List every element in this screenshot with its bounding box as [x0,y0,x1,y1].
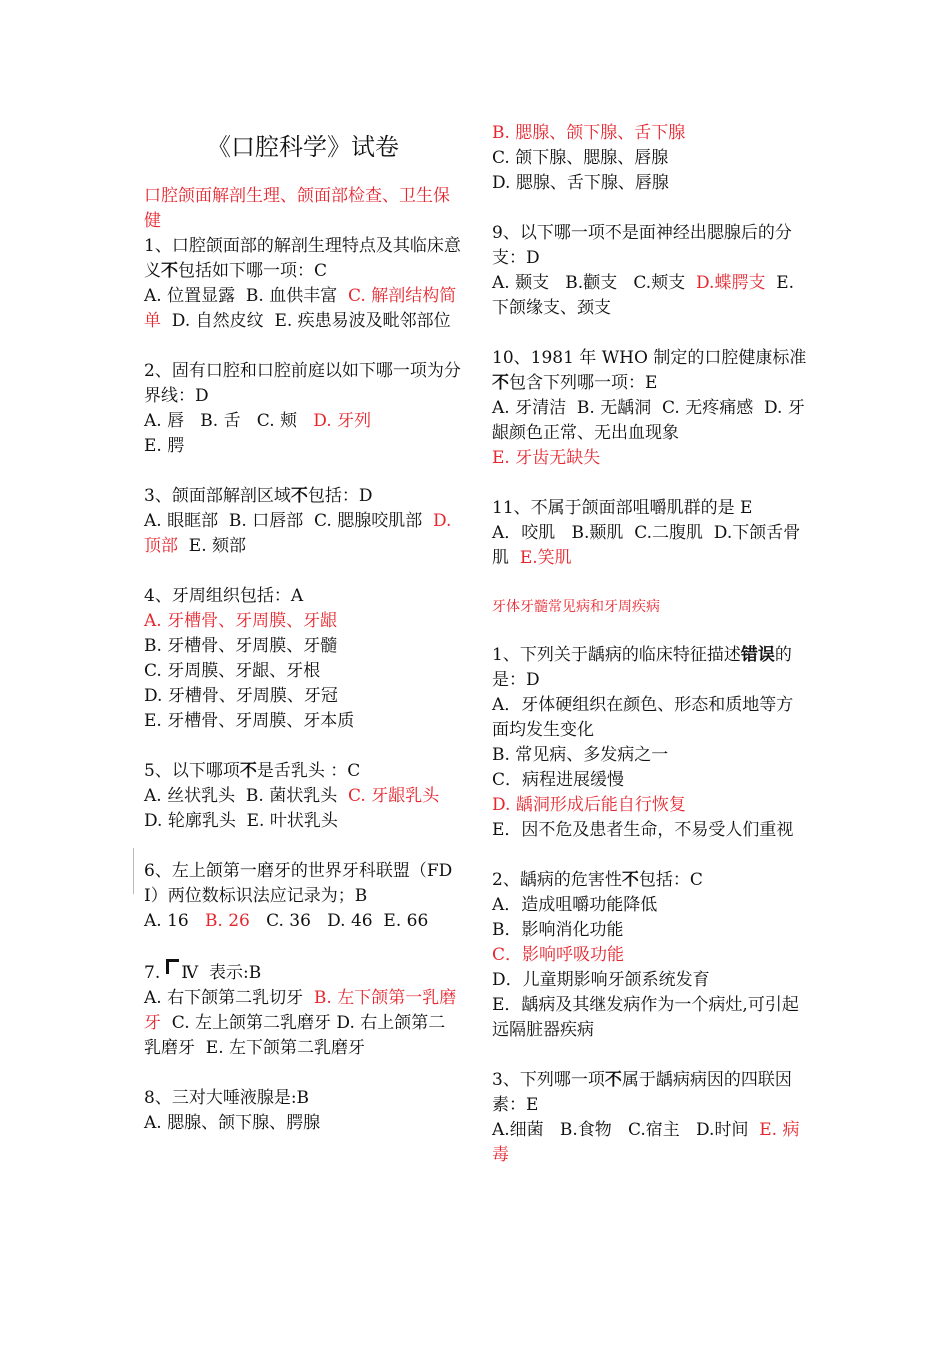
correct-option: D. 龋洞形成后能自行恢复 [492,795,686,815]
options [144,986,462,1061]
stem-text: 包括：C [638,870,703,890]
correct-option: C．影响呼吸功能 [492,945,625,965]
correct-option: D.蝶腭支 [696,273,766,293]
option-text: A. 16 [144,911,205,931]
question-7 [144,959,462,1061]
stem-text: 表示:B [198,963,262,983]
option-d: D．儿童期影响牙颌系统发育 [492,970,710,990]
option-b: B. 牙槽骨、牙周膜、牙髓 [144,636,338,656]
correct-option: C. 解剖结构简单 [144,286,457,331]
tooth-code: Ⅳ [181,963,199,983]
question-6 [144,859,462,934]
option-text: A. 唇 B. 舌 C. 颊 [144,411,314,431]
question-stem [492,643,810,693]
option-text: C. 左上颌第二乳磨牙 D. 右上颌第二乳磨牙 E. 左下颌第二乳磨牙 [144,1013,446,1058]
question-stem: 6、左上颌第一磨牙的世界牙科联盟（FDI）两位数标识法应记录为；B [144,861,453,906]
stem-text: 包括：D [307,486,373,506]
stem-text: 5、以下哪项 [144,761,240,781]
option-text: A. 丝状乳头 B. 菌状乳头 [144,786,348,806]
stem-text: 的是：D [492,645,792,690]
correct-option: B. 腮腺、颌下腺、舌下腺 [492,123,686,143]
question-stem: 2、固有口腔和口腔前庭以如下哪一项为分界线：D [144,361,461,406]
option-e: E. 腭 [144,436,185,456]
section-title-anatomy: 口腔颌面解剖生理、颌面部检查、卫生保健 [144,186,450,231]
right-column [492,121,810,1193]
option-c: C. 颌下腺、腮腺、唇腺 [492,148,669,168]
question-stem [492,1068,810,1118]
question-2 [144,359,462,459]
stem-emphasis: 不 [604,1070,622,1090]
option-text: A．咬肌 B.颞肌 C.二腹肌 D.下颌舌骨肌 [492,523,801,568]
option-text: E. 颏部 [178,536,247,556]
stem-text: 3、下列哪一项 [492,1070,605,1090]
correct-option: D. 牙列 [313,411,372,431]
option-a: A．造成咀嚼功能降低 [492,895,658,915]
question-stem: 8、三对大唾液腺是:B [144,1088,310,1108]
option-e: E．因不危及患者生命，不易受人们重视 [492,820,794,840]
question-8 [144,1086,462,1136]
option-c: C. 牙周膜、牙龈、牙根 [144,661,321,681]
question-10 [492,346,810,471]
option-text: E.下颌缘支、颈支 [492,273,795,318]
correct-option: D. 顶部 [144,511,457,556]
option-text: C. 36 D. 46 E. 66 [249,911,429,931]
correct-option: E. 病毒 [492,1120,800,1165]
option-b: B. 常见病、多发病之一 [492,745,669,765]
stem-text: 2、龋病的危害性 [492,870,622,890]
question-stem [144,484,462,509]
option-c: C．病程进展缓慢 [492,770,625,790]
question-stem [492,868,810,893]
options [144,409,462,434]
option-text: A.细菌 B.食物 C.宿主 D.时间 [492,1120,760,1140]
stem-emphasis: 错误 [740,645,775,665]
stem-text: 3、颌面部解剖区域 [144,486,291,506]
stem-emphasis: 不 [161,261,178,281]
option-a: A．牙体硬组织在颜色、形态和质地等方面均发生变化 [492,695,794,740]
question-caries-2 [492,868,810,1043]
stem-emphasis: 不 [492,373,509,393]
options [144,509,462,559]
option-text: A. 眼眶部 B. 口唇部 C. 腮腺咬肌部 [144,511,434,531]
options [144,909,462,934]
question-5 [144,759,462,834]
correct-option: A. 牙槽骨、牙周膜、牙龈 [144,611,338,631]
option-text: D. 自然皮纹 E. 疾患易波及毗邻部位 [161,311,451,331]
stem-emphasis: 不 [621,870,639,890]
page-title: 《口腔科学》试卷 [207,133,399,161]
option-text: A. 右下颌第二乳切牙 [144,988,314,1008]
options [144,284,462,334]
options: A. 牙清洁 B. 无龋洞 C. 无疼痛感 D. 牙龈颜色正常、无出血现象 [492,398,805,443]
options [144,784,462,834]
correct-option: C. 牙龈乳头 [348,786,440,806]
option-a: A. 腮腺、颌下腺、腭腺 [144,1113,321,1133]
option-e: E. 牙槽骨、牙周膜、牙本质 [144,711,355,731]
question-8-continued [492,121,810,196]
options [492,1118,810,1168]
question-stem [144,959,462,986]
question-stem: 4、牙周组织包括：A [144,586,304,606]
question-stem [144,759,462,784]
options [492,521,810,571]
correct-option: E. 牙齿无缺失 [492,448,601,468]
section-title-endodontics: 牙体牙髓常见病和牙周疾病 [492,599,660,615]
stem-text: 包含下列哪一项：E [509,373,658,393]
option-text: A. 位置显露 B. 血供丰富 [144,286,348,306]
stem-text: 是舌乳头 ：C [256,761,361,781]
question-9 [492,221,810,321]
stem-text: 7. [144,963,161,983]
stem-emphasis: 不 [239,761,257,781]
question-4 [144,584,462,734]
options [492,271,810,321]
option-text: A. 颞支 B.颧支 C.颊支 [492,273,697,293]
option-b: B．影响消化功能 [492,920,624,940]
margin-rule [133,848,134,894]
question-caries-1 [492,643,810,843]
question-stem [144,234,462,284]
stem-text: 属于龋病病因的四联因素：E [492,1070,792,1115]
question-11 [492,496,810,571]
option-text: D. 轮廓乳头 E. 叶状乳头 [144,786,451,831]
question-stem: 11、不属于颌面部咀嚼肌群的是 E [492,498,753,518]
correct-option: B. 左下颌第一乳磨牙 [144,988,457,1033]
stem-text: 1、口腔颌面部的解剖生理特点及其临床意义 [144,236,461,281]
question-1 [144,234,462,334]
option-d: D. 牙槽骨、牙周膜、牙冠 [144,686,338,706]
correct-option: B. 26 [204,911,250,931]
option-e: E．龋病及其继发病作为一个病灶,可引起远隔脏器疾病 [492,995,799,1040]
stem-text: 1、下列关于龋病的临床特征描述 [492,645,741,665]
stem-text: 10、1981 年 WHO 制定的口腔健康标准 [492,348,807,368]
question-stem: 9、以下哪一项不是面神经出腮腺后的分支：D [492,223,792,268]
left-column [144,118,462,1161]
stem-emphasis: 不 [290,486,308,506]
question-3 [144,484,462,559]
correct-option: E.笑肌 [519,548,572,568]
option-d: D. 腮腺、舌下腺、唇腺 [492,173,669,193]
tooth-quadrant-icon [166,959,179,974]
stem-text: 包括如下哪一项：C [178,261,328,281]
question-stem [492,346,810,396]
question-caries-3 [492,1068,810,1168]
